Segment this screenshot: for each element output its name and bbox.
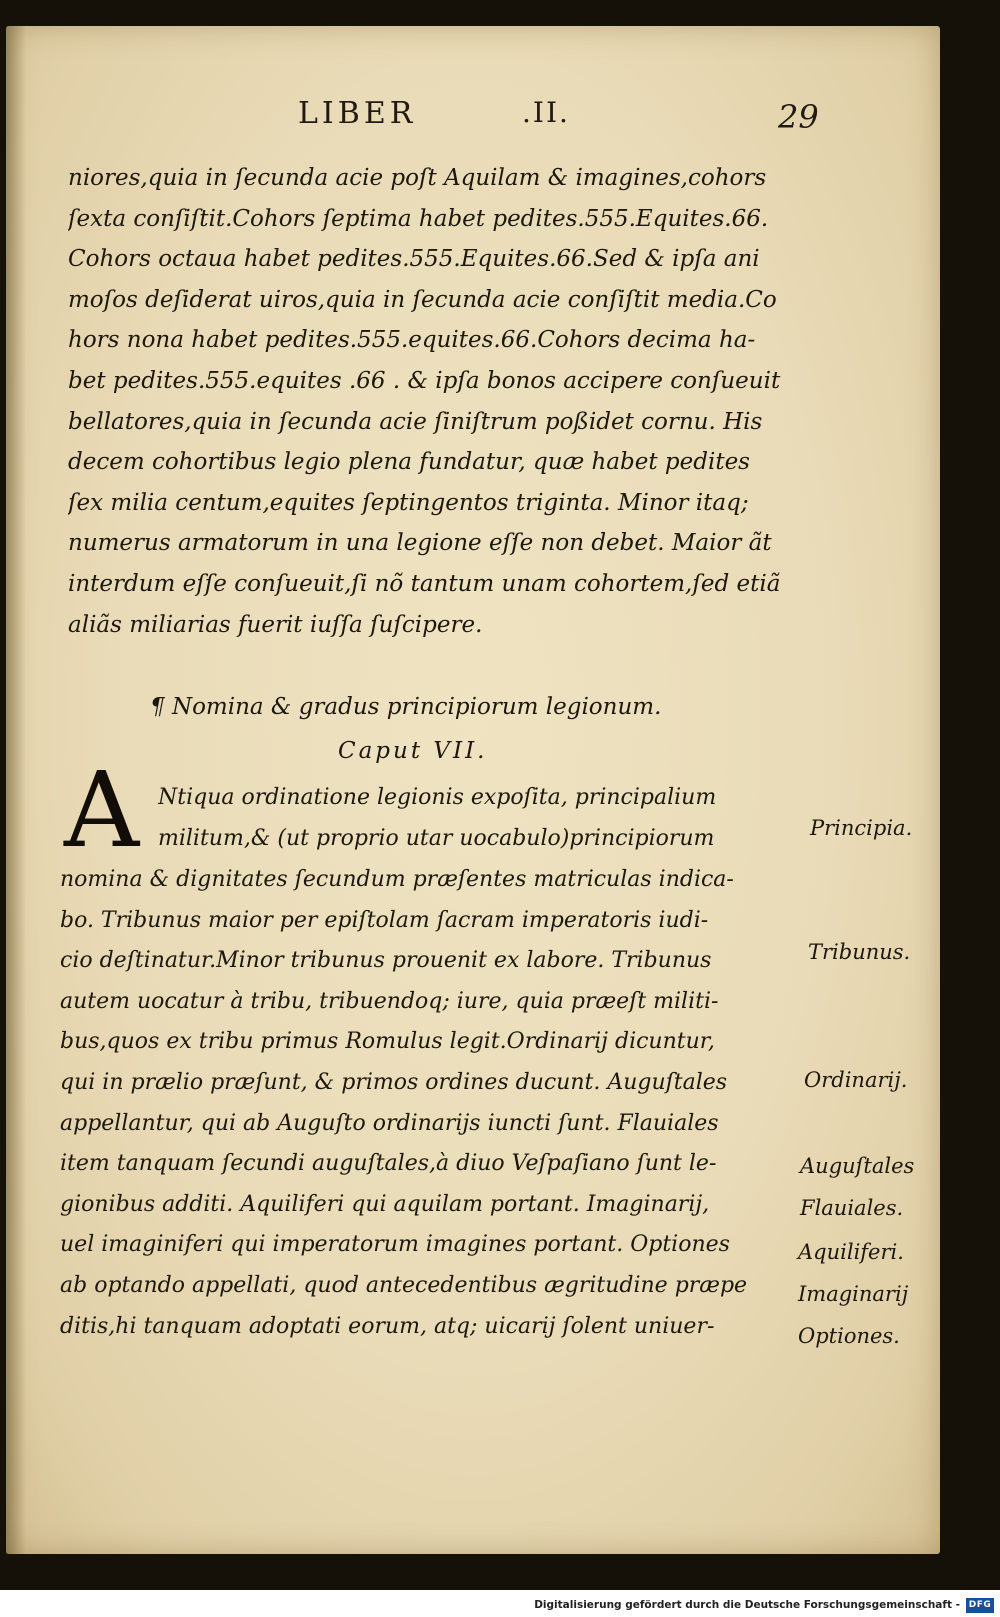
marginal-note-tribunus: Tribunus. xyxy=(808,940,911,964)
body-line: bellatores,quia in ſecunda acie ſiniſtrum poßidet cornu. His xyxy=(68,408,763,435)
chapter-line: appellantur, qui ab Auguſto ordinarijs iuncti ſunt. Flauiales xyxy=(60,1110,719,1136)
chapter-line: item tanquam ſecundi auguſtales,à diuo Veſpaſiano ſunt le- xyxy=(60,1151,717,1177)
dfg-logo: DFG xyxy=(966,1598,994,1613)
marginal-note-optiones: Optiones. xyxy=(798,1324,900,1348)
chapter-line: qui in prælio præſunt, & primos ordines ducunt. Auguſtales xyxy=(60,1069,728,1095)
body-line: numerus armatorum in una legione eſſe non debet. Maior ãt xyxy=(68,530,772,557)
chapter-line: ditis,hi tanquam adoptati eorum, atq; uicarij ſolent uniuer- xyxy=(60,1313,715,1339)
book-number: .II. xyxy=(522,96,570,129)
body-line: decem cohortibus legio plena fundatur, quæ habet pedites xyxy=(68,449,750,476)
running-title: LIBER xyxy=(298,96,417,131)
body-line: interdum eſſe conſueuit,ſi nõ tantum unam cohortem,ſed etiã xyxy=(68,570,781,597)
body-line: niores,quia in ſecunda acie poſt Aquilam & imagines,cohors xyxy=(68,165,767,191)
chapter-line: uel imaginiferi qui imperatorum imagines portant. Optiones xyxy=(60,1232,730,1258)
drop-cap-initial: A xyxy=(64,749,140,871)
body-line: ſex milia centum,equites ſeptingentos triginta. Minor itaq; xyxy=(68,489,749,516)
body-line: ſexta conſiſtit.Cohors ſeptima habet pedites.555.Equites.66. xyxy=(68,205,769,232)
marginal-note-aquiliferi: Aquiliferi. xyxy=(798,1240,904,1264)
marginal-note-principia: Principia. xyxy=(810,816,913,840)
chapter-line: militum,& (ut proprio utar uocabulo)principiorum xyxy=(158,825,715,851)
chapter-line: ab optando appellati, quod antecedentibus ægritudine præpe xyxy=(60,1272,748,1298)
body-line: hors nona habet pedites.555.equites.66.Cohors decima ha- xyxy=(68,327,756,354)
marginal-note-ordinarij: Ordinarij. xyxy=(804,1068,908,1092)
marginal-note-augustales: Auguſtales xyxy=(800,1154,915,1178)
chapter-number: Caput VII. xyxy=(338,738,488,764)
chapter-line: Ntiqua ordinatione legionis expoſita, principalium xyxy=(158,785,717,810)
chapter-line: bo. Tribunus maior per epiſtolam ſacram imperatoris iudi- xyxy=(60,907,709,933)
chapter-line: bus,quos ex tribu primus Romulus legit.Ordinarij dicuntur, xyxy=(60,1029,715,1055)
body-line: Cohors octaua habet pedites.555.Equites.66.Sed & ipſa ani xyxy=(68,246,760,273)
funding-credit: Digitalisierung gefördert durch die Deutsche Forschungsgemeinschaft - xyxy=(534,1599,960,1611)
chapter-heading: ¶ Nomina & gradus principiorum legionum. xyxy=(150,694,662,720)
body-line: aliãs miliarias fuerit iuſſa ſuſcipere. xyxy=(68,611,483,638)
body-text xyxy=(68,158,818,645)
page-gutter-shadow xyxy=(6,26,26,1554)
body-line: moſos deſiderat uiros,quia in ſecunda acie conſiſtit media.Co xyxy=(68,286,777,313)
marginal-note-flauiales: Flauiales. xyxy=(800,1196,904,1220)
chapter-line: cio deſtinatur.Minor tribunus prouenit ex labore. Tribunus xyxy=(60,948,712,974)
chapter-line: nomina & dignitates ſecundum præſentes matriculas indica- xyxy=(60,867,734,892)
body-line: bet pedites.555.equites .66 . & ipſa bonos accipere conſueuit xyxy=(68,367,781,394)
chapter-body-text xyxy=(60,860,800,1347)
page-number: 29 xyxy=(778,98,819,136)
chapter-line: gionibus additi. Aquiliferi qui aquilam portant. Imaginarij, xyxy=(60,1191,710,1217)
chapter-line: autem uocatur à tribu, tribuendoq; iure, quia præeſt militi- xyxy=(60,988,719,1014)
marginal-note-imaginarij: Imaginarij xyxy=(798,1282,909,1306)
chapter-opening-lines xyxy=(158,778,798,859)
